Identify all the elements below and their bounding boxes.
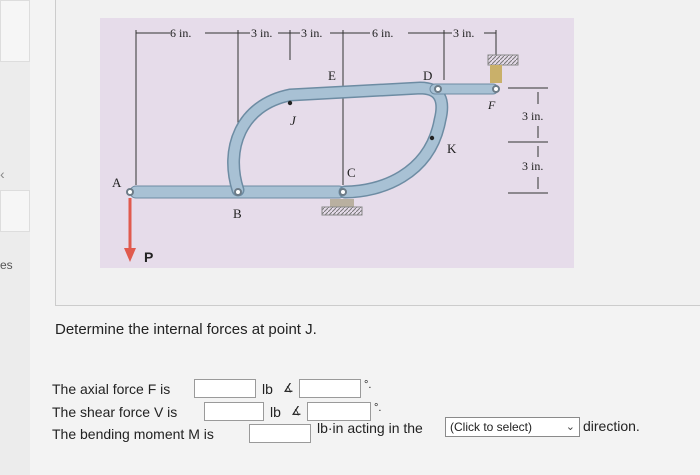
label-b: B (233, 206, 242, 221)
dim-label: 3 in. (522, 159, 544, 173)
support-bracket (490, 65, 502, 83)
label-f: F (488, 98, 496, 112)
axial-unit: lb (262, 381, 273, 397)
dim-label: 3 in. (251, 26, 273, 40)
degree-symbol: °. (364, 379, 372, 391)
pin-support (330, 199, 354, 207)
direction-select[interactable] (445, 417, 580, 437)
shear-angle-input[interactable] (307, 402, 371, 421)
degree-symbol: °. (374, 402, 382, 414)
question-prompt: Determine the internal forces at point J. (55, 321, 317, 338)
label-a: A (112, 175, 122, 190)
shear-force-label: The shear force V is (52, 404, 178, 420)
bending-moment-input[interactable] (249, 424, 311, 443)
label-p: P (144, 249, 154, 265)
dim-label: 3 in. (301, 26, 323, 40)
label-e: E (328, 68, 336, 83)
dim-label: 6 in. (372, 26, 394, 40)
shear-unit: lb (270, 404, 281, 420)
label-k: K (447, 141, 457, 156)
dim-label: 3 in. (453, 26, 475, 40)
angle-icon: ∡ (291, 404, 302, 418)
ceiling-support (488, 55, 518, 65)
axial-force-label: The axial force F is (52, 381, 171, 397)
point-j-marker (288, 101, 292, 105)
dim-label: 3 in. (522, 109, 544, 123)
axial-force-input[interactable] (194, 379, 256, 398)
label-c: C (347, 165, 356, 180)
angle-icon: ∡ (283, 381, 294, 395)
bending-moment-label: The bending moment M is (52, 426, 214, 442)
point-k-marker (430, 136, 434, 140)
direction-suffix: direction. (583, 418, 640, 434)
chevron-down-icon: ⌄ (565, 421, 575, 433)
direction-select-value: (Click to select) (450, 420, 533, 434)
axial-angle-input[interactable] (299, 379, 361, 398)
dim-label: 6 in. (170, 26, 192, 40)
chevron-left-icon[interactable]: ‹ (0, 166, 5, 182)
moment-unit-text: lb·in acting in the (317, 420, 423, 436)
shear-force-input[interactable] (204, 402, 264, 421)
ground-hatch (322, 207, 362, 215)
sidebar-partial-label: es (0, 258, 13, 272)
label-j: J (290, 113, 296, 128)
label-d: D (423, 68, 433, 83)
